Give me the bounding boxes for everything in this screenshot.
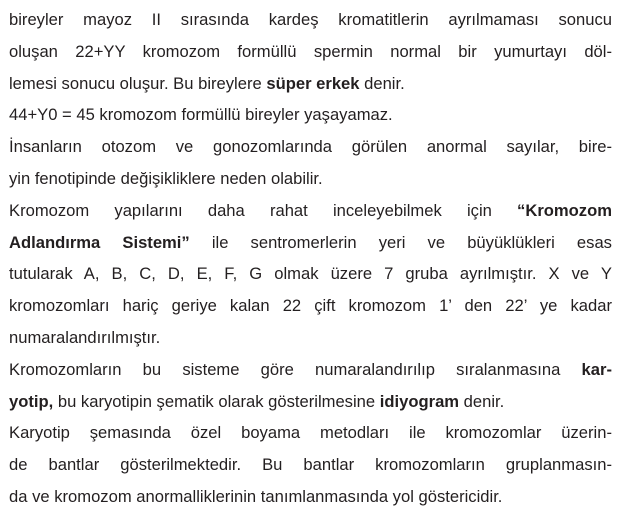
text-segment: Kromozom yapılarını daha rahat inceleyebilmek için (9, 200, 518, 220)
text-segment: ile sentromerlerin yeri ve büyüklükleri esas (189, 232, 612, 252)
text-line (9, 258, 612, 290)
text-segment: da ve kromozom anormalliklerinin tanımlanmasında yol göstericidir. (9, 486, 503, 506)
text-line (9, 481, 612, 513)
text-line (9, 290, 612, 322)
text-segment: bu karyotipin şematik olarak gösterilmesine (53, 391, 380, 411)
text-segment: bireyler mayoz II sırasında kardeş kromatitlerin ayrılmaması sonucu (9, 10, 612, 29)
text-segment: numaralandırılmıştır. (9, 327, 161, 347)
text-line (9, 99, 612, 131)
text-segment: tutularak A, B, C, D, E, F, G olmak üzere 7 gruba ayrılmıştır. X ve Y (9, 264, 612, 284)
text-segment: yin fenotipinde değişikliklere neden olabilir. (9, 168, 323, 188)
text-line (9, 195, 612, 227)
text-line (9, 417, 612, 449)
text-segment: İnsanların otozom ve gonozomlarında görülen anormal sayılar, bire- (9, 137, 612, 157)
text-segment: Karyotip şemasında özel boyama metodları ile kromozomlar üzerin- (9, 423, 612, 443)
text-line (9, 163, 612, 195)
text-segment: kromozomları hariç geriye kalan 22 çift kromozom 1’ den 22’ ye kadar (9, 296, 612, 316)
text-line (9, 227, 612, 259)
text-segment: denir. (459, 391, 505, 411)
bold-term: “Kromozom (517, 200, 612, 220)
paragraph-banding (9, 417, 612, 512)
text-line (9, 354, 612, 386)
bold-term: Adlandırma Sistemi” (9, 232, 190, 252)
text-line (9, 4, 612, 36)
text-line (9, 36, 612, 68)
bold-term: idiyogram (379, 391, 460, 411)
text-segment: lemesi sonucu oluşur. Bu bireylere (9, 73, 267, 93)
text-page (9, 4, 612, 513)
text-line (9, 68, 612, 100)
paragraph-44-y0 (9, 99, 612, 131)
bold-term: kar- (581, 359, 612, 379)
paragraph-karyotype (9, 354, 612, 418)
paragraph-super-male (9, 4, 612, 99)
text-segment: oluşan 22+YY kromozom formüllü spermin normal bir yumurtayı döl- (9, 41, 612, 61)
bold-term: yotip, (9, 391, 54, 411)
paragraph-abnormal-numbers (9, 131, 612, 195)
bold-term: süper erkek (266, 73, 360, 93)
text-segment: denir. (359, 73, 405, 93)
text-segment: 44+Y0 = 45 kromozom formüllü bireyler yaşayamaz. (9, 105, 393, 125)
paragraph-naming-system (9, 195, 612, 354)
text-line (9, 131, 612, 163)
text-line (9, 322, 612, 354)
text-line (9, 386, 612, 418)
text-segment: de bantlar gösterilmektedir. Bu bantlar kromozomların gruplanmasın- (9, 455, 612, 475)
text-segment: Kromozomların bu sisteme göre numaralandırılıp sıralanmasına (9, 359, 582, 379)
text-line (9, 449, 612, 481)
